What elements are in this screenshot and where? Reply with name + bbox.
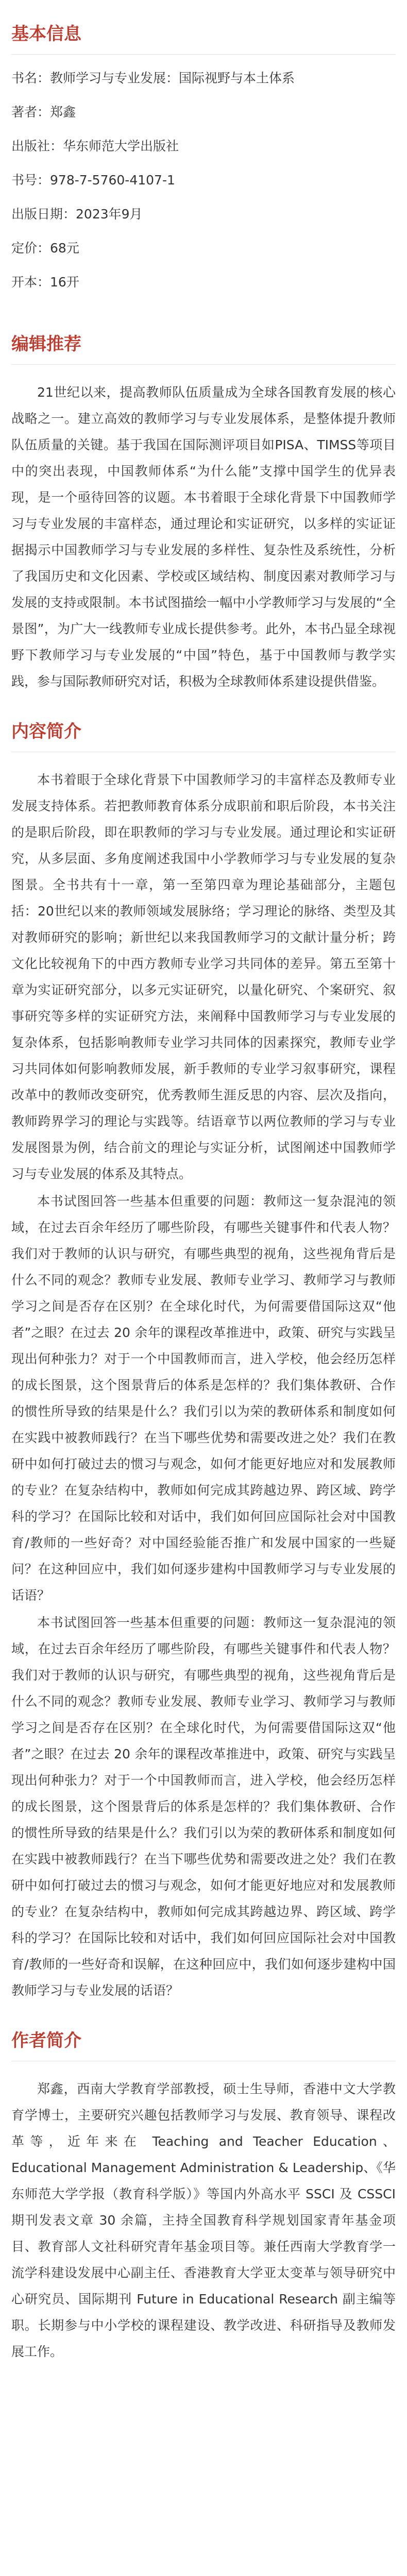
info-label: 定价：: [11, 241, 50, 256]
info-label: 书号：: [11, 173, 50, 188]
info-row-publisher: [11, 137, 396, 156]
content-intro-title: 内容简介: [11, 721, 81, 742]
basic-info-title: 基本信息: [11, 24, 81, 44]
info-row-price: [11, 239, 396, 258]
basic-info-list: [11, 69, 396, 292]
info-value: 2023年9月: [76, 207, 143, 222]
info-value: 华东师范大学出版社: [63, 139, 179, 154]
editor-recommend-divider: [11, 364, 396, 365]
info-value: 郑鑫: [50, 105, 76, 120]
author-intro-title: 作者简介: [11, 2030, 81, 2051]
info-value: 教师学习与专业发展：国际视野与本土体系: [50, 71, 295, 86]
info-value: 68元: [50, 241, 79, 256]
info-label: 出版社：: [11, 139, 63, 154]
content-intro-paragraph: 本书着眼于全球化背景下中国教师学习的丰富样态及教师专业发展支持体系。若把教师教育体系分成职前和职后阶段，本书关注的是职后阶段，即在职教师的学习与专业发展。通过理论和实证研究，从多层面、多角度阐述我国中小学教师学习与专业发展的复杂图景。全书共有十一章，第一至第四章为理论基础部分，主题包括：20世纪以来的教师领域发展脉络；学习理论的脉络、类型及其对教师研究的影响；新世纪以来我国教师学习的文献计量分析；跨文化比较视角下的中西方教师专业学习共同体的差异。第五至第十章为实证研究部分，以多元实证研究，以量化研究、个案研究、叙事研究等多样的实证研究方法，来阐释中国教师学习与专业发展的复杂体系，包括影响教师专业学习共同体的因素探究，教师专业学习共同体如何影响教师发展，新手教师的专业学习叙事研究，课程改革中的教师改变研究，优秀教师生涯反思的内容、层次及指向，教师跨界学习的理论与实践等。结语章节以两位教师的学习与专业发展图景为例，结合前文的理论与实证分析，试图阐述中国教师学习与专业发展的体系及其特点。: [11, 772, 396, 1181]
info-row-author: [11, 103, 396, 122]
content-intro-paragraph: 本书试图回答一些基本但重要的问题：教师这一复杂混沌的领域，在过去百余年经历了哪些阶段，有哪些关键事件和代表人物？我们对于教师的认识与研究，有哪些典型的视角，这些视角背后是什么不同的观念？教师专业发展、教师专业学习、教师学习与教师学习之间是否存在区别？在全球化时代，为何需要借国际这双“他者”之眼？在过去 20 余年的课程改革推进中，政策、研究与实践呈现出何种张力？对于一个中国教师而言，进入学校，他会经历怎样的成长图景，这个图景背后的体系是怎样的？我们集体教研、合作的惯性所导致的结果是什么？我们引以为荣的教研体系和制度如何在实践中被教师践行？在当下哪些优势和需要改进之处？我们在教研中如何打破过去的惯习与观念，如何才能更好地应对和发展教师的专业？在复杂结构中，教师如何完成其跨越边界、跨区域、跨学科的学习？在国际比较和对话中，我们如何回应国际社会对中国教育/教师的一些好奇和误解，在这种回应中，我们如何逐步建构中国教师学习与专业发展的话语？: [11, 1615, 396, 1998]
info-row-isbn: [11, 171, 396, 190]
editor-recommend-title: 编辑推荐: [11, 334, 81, 354]
info-row-format: [11, 273, 396, 292]
basic-info-divider: [11, 54, 396, 55]
editor-recommend-body: [11, 379, 396, 694]
author-intro-paragraph: 郑鑫，西南大学教育学部教授，硕士生导师，香港中文大学教育学博士，主要研究兴趣包括教师学习与发展、教育领导、课程改革等，近年来在 Teaching and Teacher Education、Educational Management Administration & Leadership、《华东师范大学学报（教育科学版）》等国内外高水平 SSCI 及 CSSCI 期刊发表文章 30 余篇，主持全国教育科学规划国家青年基金项目、教育部人文社科研究青年基金项目等。兼任西南大学教育学一流学科建设发展中心副主任、香港教育大学亚太变革与领导研究中心研究员、国际期刊 Future in Educational Research 副主编等职。长期参与中小学校的课程建设、教学改进、科研指导及教师发展工作。: [11, 2081, 396, 2359]
info-value: 978-7-5760-4107-1: [50, 173, 175, 188]
content-intro-paragraph: 本书试图回答一些基本但重要的问题：教师这一复杂混沌的领域，在过去百余年经历了哪些阶段，有哪些关键事件和代表人物？我们对于教师的认识与研究，有哪些典型的视角，这些视角背后是什么不同的观念？教师专业发展、教师专业学习、教师学习与教师学习之间是否存在区别？在全球化时代，为何需要借国际这双“他者”之眼？在过去 20 余年的课程改革推进中，政策、研究与实践呈现出何种张力？对于一个中国教师而言，进入学校，他会经历怎样的成长图景，这个图景背后的体系是怎样的？我们集体教研、合作的惯性所导致的结果是什么？我们引以为荣的教研体系和制度如何在实践中被教师践行？在当下哪些优势和需要改进之处？我们在教研中如何打破过去的惯习与观念，如何才能更好地应对和发展教师的专业？在复杂结构中，教师如何完成其跨越边界、跨区域、跨学科的学习？在国际比较和对话中，我们如何回应国际社会对中国教育/教师的一些好奇？对中国经验能否推广和发展中国家的一些疑问？在这种回应中，我们如何逐步建构中国教师学习与专业发展的话语？: [11, 1194, 396, 1603]
content-intro-body: [11, 767, 396, 2004]
info-value: 16开: [50, 275, 79, 290]
info-label: 著者：: [11, 105, 50, 120]
info-row-publish-date: [11, 205, 396, 224]
info-label: 书名：: [11, 71, 50, 86]
editor-recommend-paragraph: 21世纪以来，提高教师队伍质量成为全球各国教育发展的核心战略之一。建立高效的教师学习与专业发展体系，是整体提升教师队伍质量的关键。基于我国在国际测评项目如PISA、TIMSS等项目中的突出表现，中国教师体系“为什么能”支撑中国学生的优异表现，是一个亟待回答的议题。本书着眼于全球化背景下中国教师学习与专业发展的丰富样态，通过理论和实证研究，以多样的实证证据揭示中国教师学习与专业发展的多样性、复杂性及系统性，分析了我国历史和文化因素、学校或区域结构、制度因素对教师学习与发展的支持或限制。本书试图描绘一幅中小学教师学习与发展的“全景图”，为广大一线教师专业成长提供参考。此外，本书凸显全球视野下教师学习与专业发展的“中国”特色，基于中国教师与教学实践，参与国际教师研究对话，积极为全球教师体系建设提供借鉴。: [11, 385, 396, 689]
info-label: 出版日期：: [11, 207, 76, 222]
info-row-book-name: [11, 69, 396, 88]
info-label: 开本：: [11, 275, 50, 290]
author-intro-body: [11, 2076, 396, 2365]
